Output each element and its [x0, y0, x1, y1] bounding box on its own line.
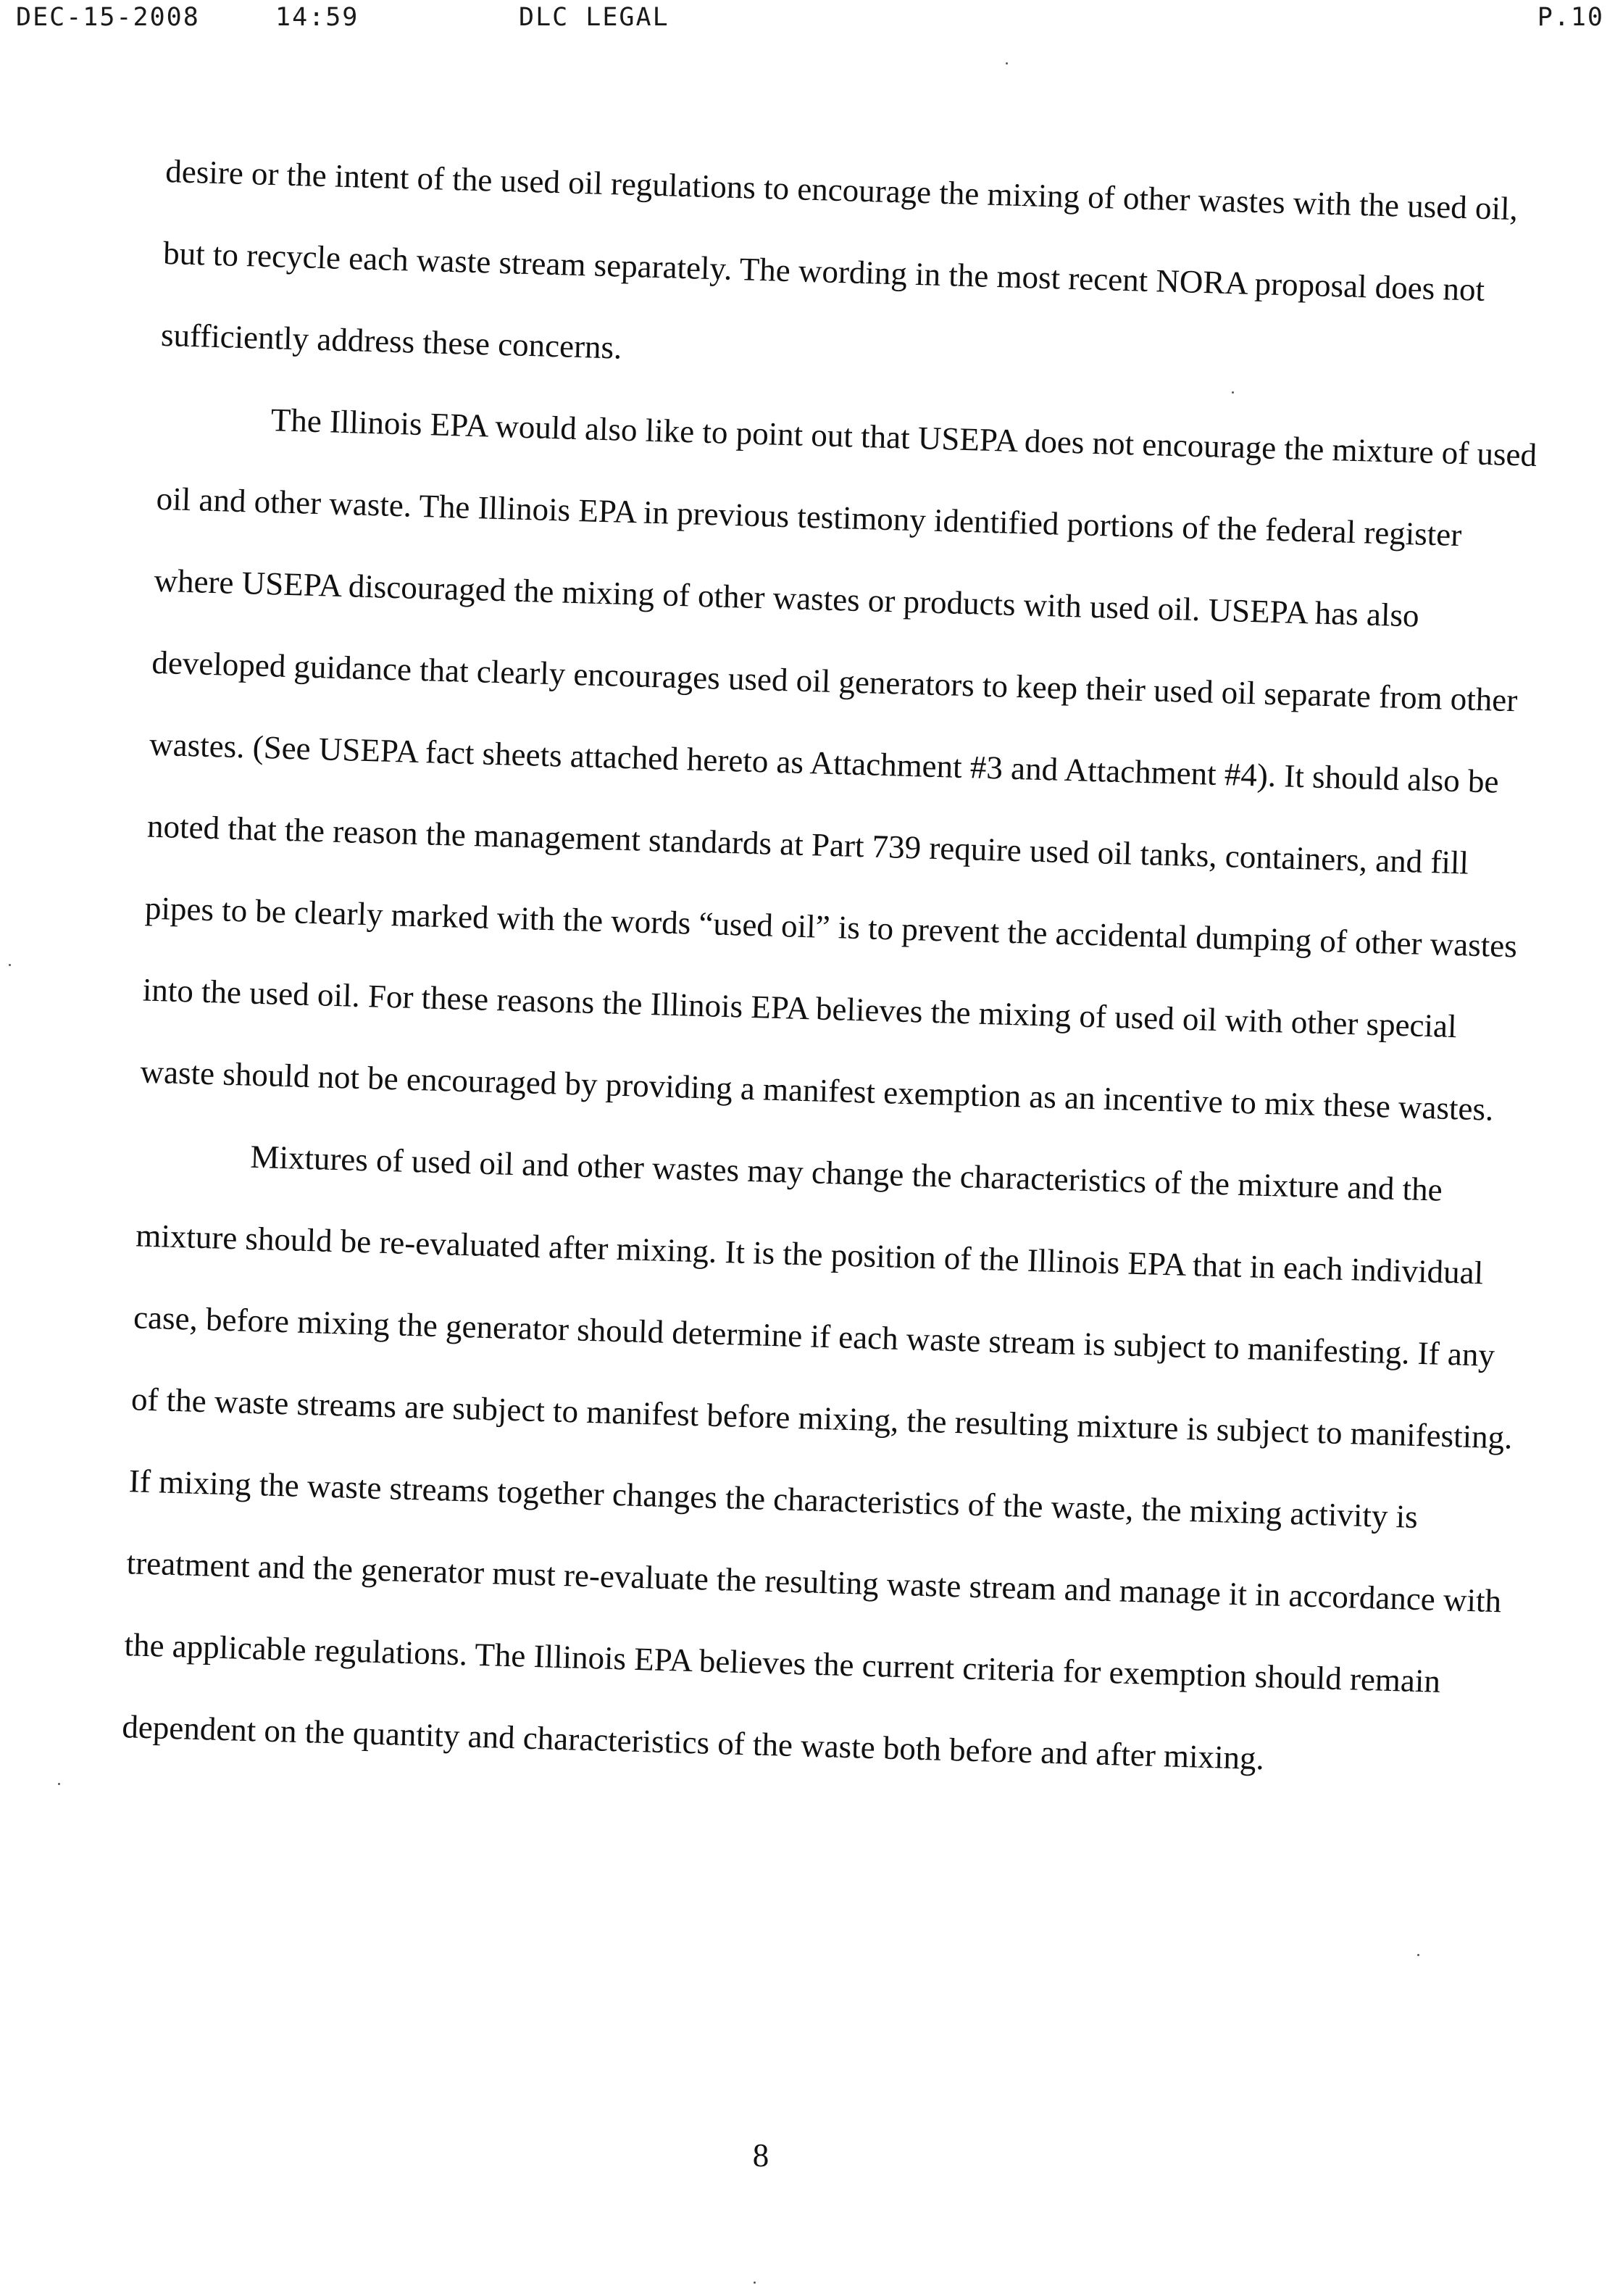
scan-speck — [1232, 391, 1234, 394]
scan-speck — [9, 964, 11, 966]
fax-sender: DLC LEGAL — [519, 3, 669, 32]
scan-speck — [58, 1783, 60, 1785]
scan-speck — [1417, 1954, 1419, 1956]
fax-header — [0, 3, 1623, 46]
scan-speck — [754, 2282, 756, 2284]
document-body — [121, 130, 1557, 1807]
page-number: 8 — [752, 2137, 769, 2174]
paragraph-continuation: desire or the intent of the used oil regulations to encourage the mixing of other wastes with the used oil, but to recycle each waste stream separately. The wording in the most recent NORA proposal does not sufficiently address these concerns. — [160, 152, 1519, 366]
paragraph-mixtures-reevaluation: Mixtures of used oil and other wastes may change the characteristics of the mixture and the mixture should be re-evaluated after mixing. It is the position of the Illinois EPA that in each individual case, before mixing the generator should determine if each waste stream is subject to manifesting. If any of the waste streams are subject to manifest before mixing, the resulting mixture is subject to manifesting. If mixing the waste streams together changes the characteristics of the waste, the mixing activity is treatment and the generator must re-evaluate the resulting waste stream and manage it in accordance with the applicable regulations. The Illinois EPA believes the current criteria for exemption should remain dependent on the quantity and characteristics of the waste both before and after mixing. — [121, 1138, 1514, 1777]
scan-speck — [1006, 62, 1008, 65]
fax-page-number: P.10 — [1537, 3, 1604, 32]
fax-time: 14:59 — [275, 3, 359, 32]
fax-date: DEC-15-2008 — [16, 3, 200, 32]
paragraph-usepa-discourages-mixing: The Illinois EPA would also like to point out that USEPA does not encourage the mixture of used oil and other waste. The Illinois EPA in previous testimony identified portions of the federal register where USEPA discouraged the mixing of other wastes or products with used oil. USEPA has also developed guidance that clearly encourages used oil generators to keep their used oil separate from other wastes. (See USEPA fact sheets attached hereto as Attachment #3 and Attachment #4). It should also be noted that the reason the management standards at Part 739 require used oil tanks, containers, and fill pipes to be clearly marked with the words “used oil” is to prevent the accidental dumping of other wastes into the used oil. For these reasons the Illinois EPA believes the mixing of used oil with other special waste should not be encouraged by providing a manifest exemption as an incentive to mix these wastes. — [140, 402, 1538, 1128]
